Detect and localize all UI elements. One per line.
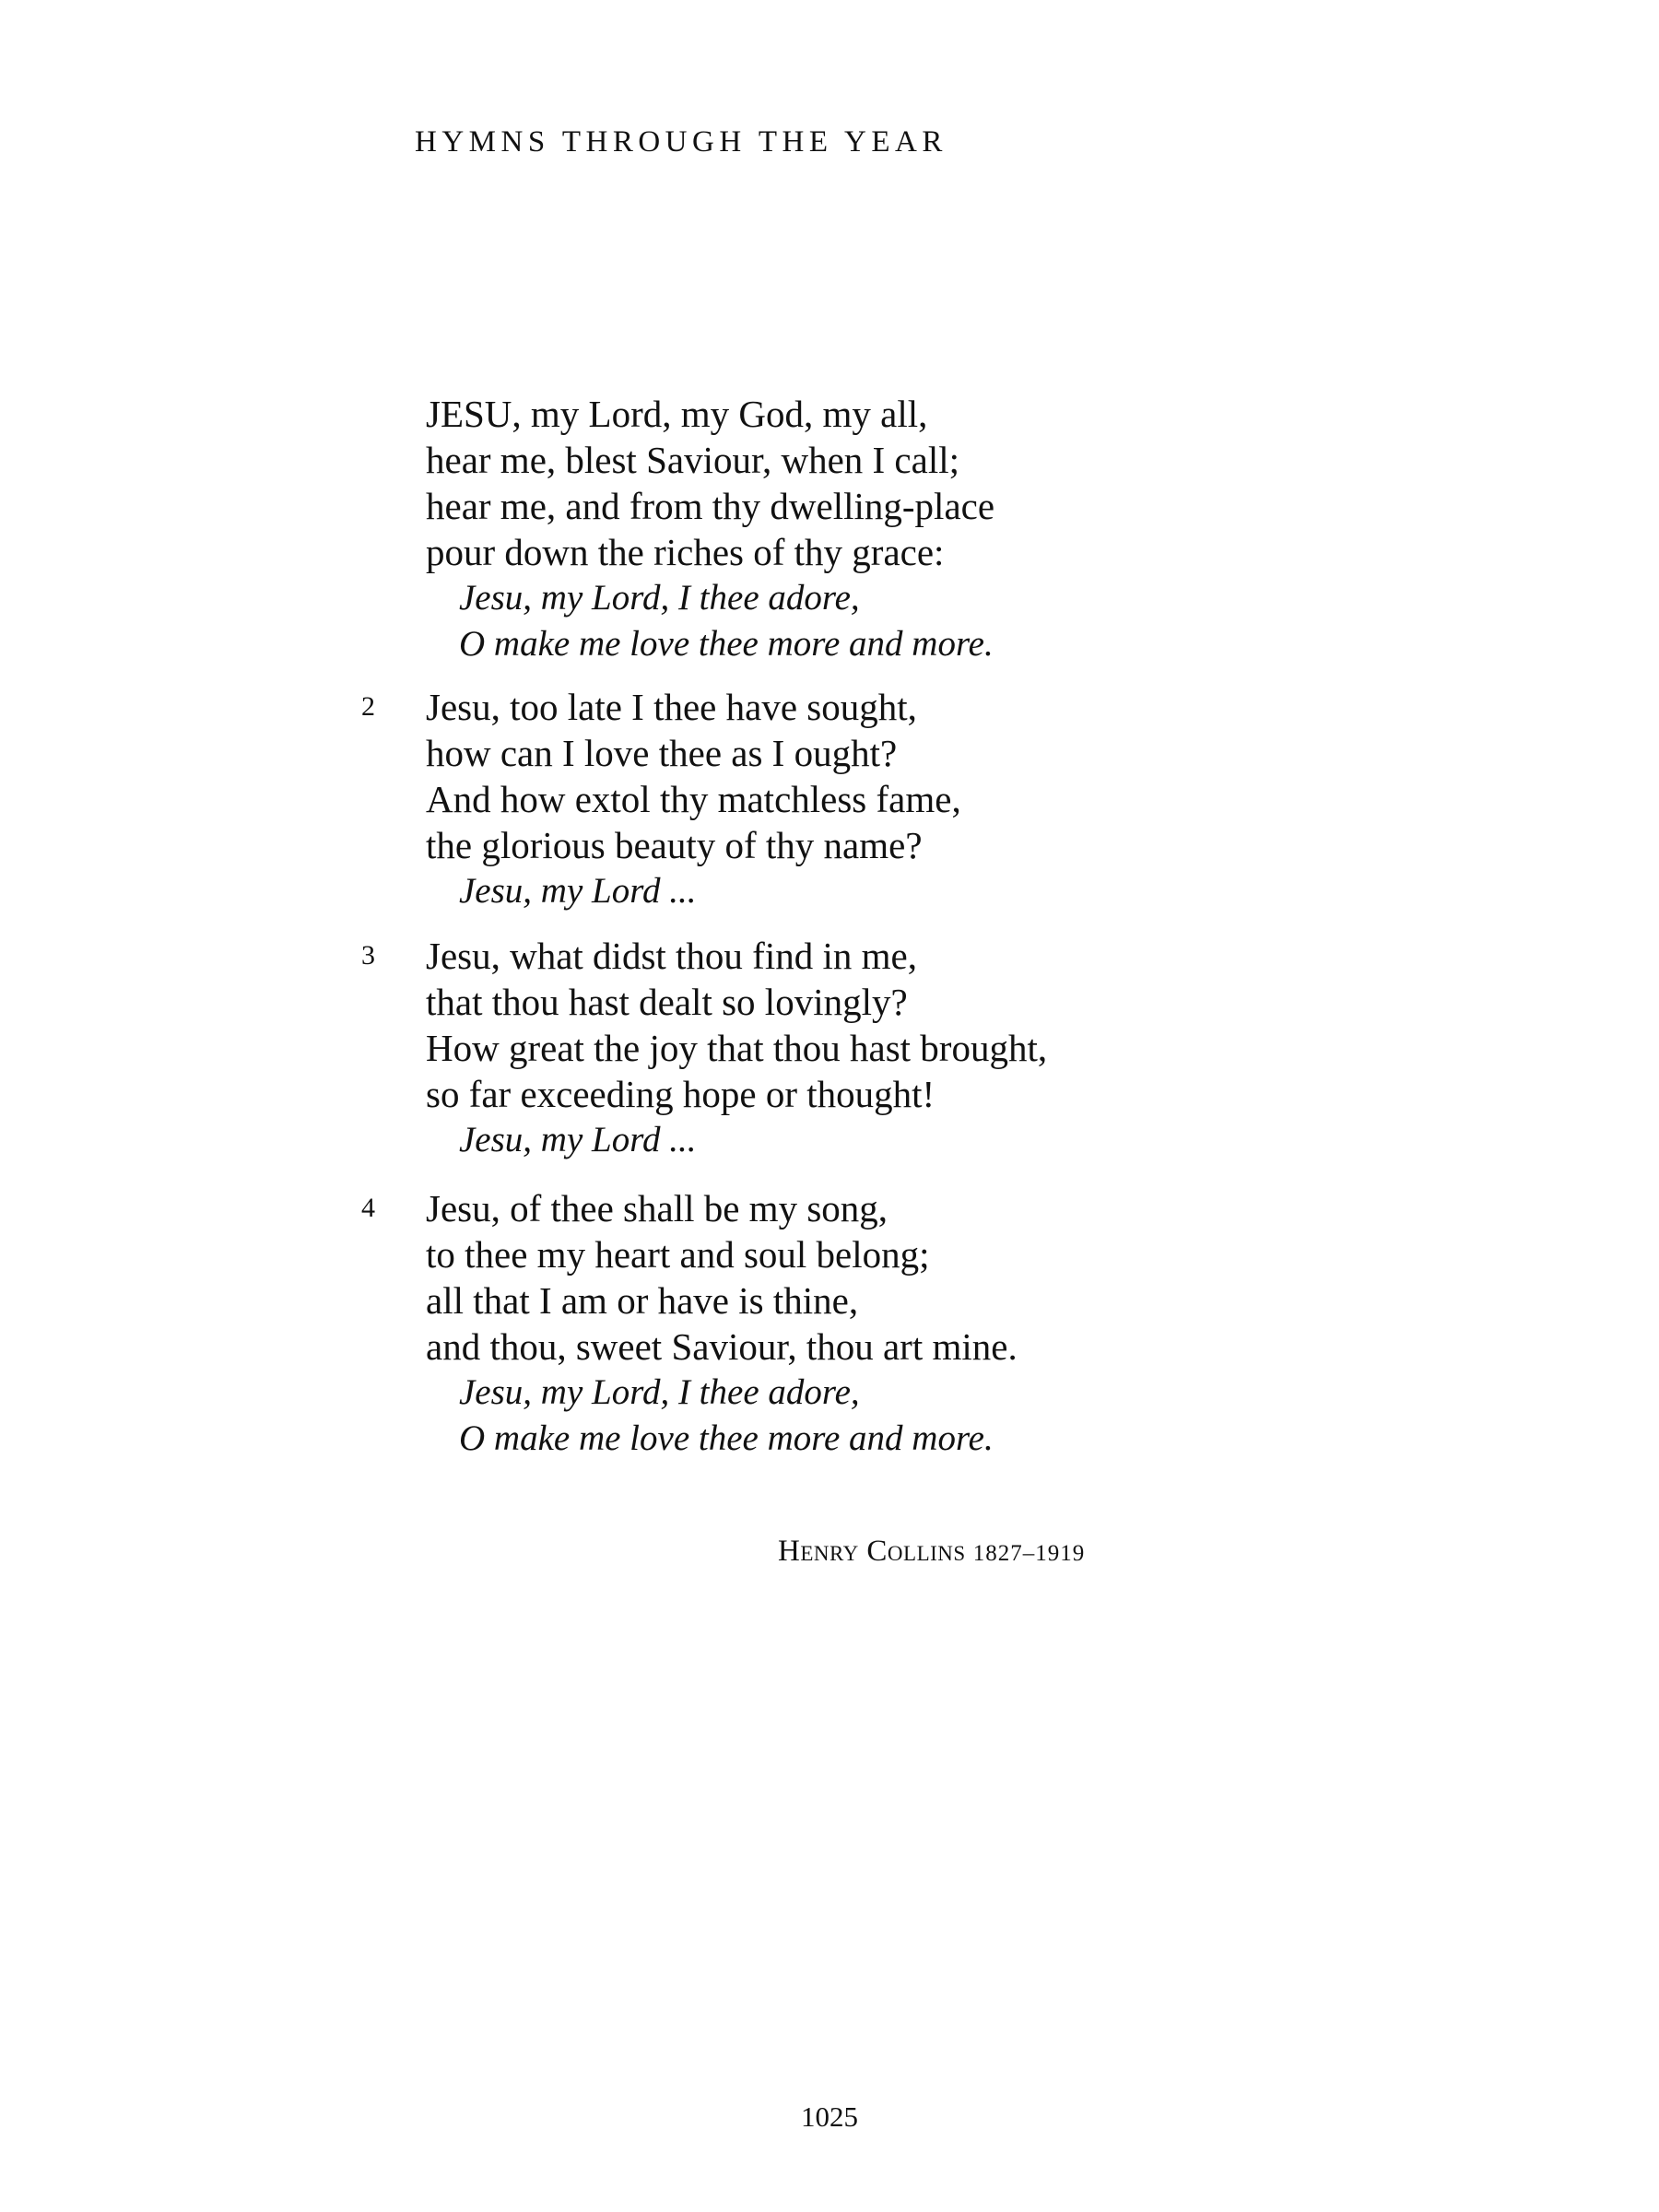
page-number: 1025 xyxy=(801,2100,858,2133)
verse-line: all that I am or have is thine, xyxy=(426,1279,859,1322)
running-head: HYMNS THROUGH THE YEAR xyxy=(415,125,947,159)
verse-line: hear me, and from thy dwelling-place xyxy=(426,485,995,527)
verse-line: how can I love thee as I ought? xyxy=(426,732,898,774)
verse-line: JESU, my Lord, my God, my all, xyxy=(426,393,928,435)
verse-line: How great the joy that thou hast brought, xyxy=(426,1027,1048,1069)
refrain-line: O make me love thee more and more. xyxy=(459,624,994,664)
verse-line: hear me, blest Saviour, when I call; xyxy=(426,439,960,481)
author-name: Henry Collins xyxy=(778,1535,966,1568)
refrain-line: Jesu, my Lord ... xyxy=(459,1120,697,1159)
verse-line: pour down the riches of thy grace: xyxy=(426,531,945,573)
verse-line: to thee my heart and soul belong; xyxy=(426,1233,930,1276)
refrain-line: Jesu, my Lord ... xyxy=(459,871,697,911)
verse-line: And how extol thy matchless fame, xyxy=(426,778,961,820)
author-attribution xyxy=(778,1528,1085,1577)
verse-line: Jesu, too late I thee have sought, xyxy=(426,686,917,728)
verse-line: so far exceeding hope or thought! xyxy=(426,1073,935,1115)
verse-number: 2 xyxy=(361,691,375,722)
verse-line: the glorious beauty of thy name? xyxy=(426,824,923,866)
verse-line: Jesu, what didst thou find in me, xyxy=(426,935,917,977)
refrain-line: Jesu, my Lord, I thee adore, xyxy=(459,1372,860,1412)
author-dates: 1827–1919 xyxy=(972,1541,1086,1566)
verse-number: 4 xyxy=(361,1193,375,1223)
verse-line: Jesu, of thee shall be my song, xyxy=(426,1187,888,1230)
verse-number: 3 xyxy=(361,940,375,971)
refrain-line: O make me love thee more and more. xyxy=(459,1418,994,1458)
verse-line: that thou hast dealt so lovingly? xyxy=(426,981,908,1023)
refrain-line: Jesu, my Lord, I thee adore, xyxy=(459,578,860,618)
verse-line: and thou, sweet Saviour, thou art mine. xyxy=(426,1325,1018,1368)
